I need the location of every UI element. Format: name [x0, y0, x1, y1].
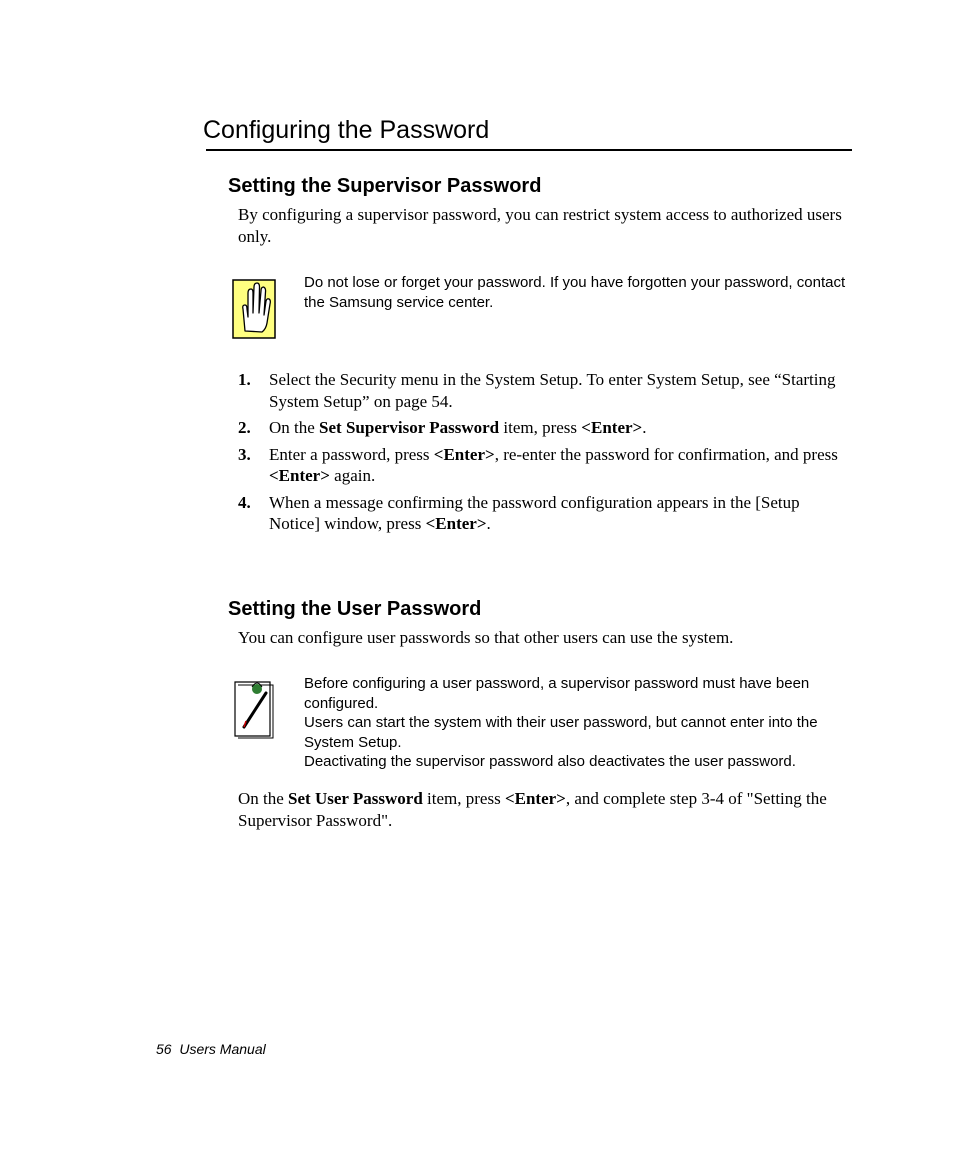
page-number: 56 — [156, 1041, 172, 1057]
step-number: 1. — [238, 370, 251, 389]
final-text-bold: <Enter> — [504, 789, 566, 808]
step-text-run: When a message confirming the password configuration appears in the [Setup Notice] window, press — [269, 492, 800, 533]
step-item — [238, 417, 852, 439]
caution-text: Do not lose or forget your password. If you have forgotten your password, contact the Samsung service center. — [304, 274, 846, 311]
step-text-bold: <Enter> — [425, 514, 487, 533]
final-text-bold: Set User Password — [288, 789, 423, 808]
step-item — [238, 369, 852, 412]
supervisor-intro: By configuring a supervisor password, you can restrict system access to authorized users only. — [238, 205, 842, 246]
user-final-instruction — [238, 788, 858, 831]
step-text — [269, 370, 836, 411]
user-notes — [304, 674, 856, 772]
final-text-run: , and complete step 3-4 of "Setting the Supervisor Password". — [238, 789, 827, 830]
step-number: 2. — [238, 418, 251, 437]
step-text-run: . — [642, 418, 647, 437]
step-text-run: . — [486, 514, 491, 533]
section-heading-user: Setting the User Password — [228, 598, 482, 620]
step-text-run: Enter a password, press — [269, 444, 434, 464]
page-footer — [156, 1040, 266, 1058]
hand-stop-icon — [232, 279, 276, 339]
step-text-bold: <Enter> — [581, 418, 643, 437]
step-text-bold: <Enter> — [433, 444, 495, 464]
section-heading-supervisor: Setting the Supervisor Password — [228, 175, 542, 197]
step-number: 4. — [238, 492, 251, 512]
final-text-run: item, press — [422, 789, 505, 808]
step-text-run: again. — [329, 466, 376, 485]
step-text — [269, 418, 646, 437]
step-text-run: item, press — [499, 418, 582, 437]
note-line: Users can start the system with their user password, but cannot enter into the System Setup. — [304, 714, 818, 751]
note-line: Deactivating the supervisor password also deactivates the user password. — [304, 753, 796, 770]
step-text — [269, 493, 800, 534]
step-text-bold: Set Supervisor Password — [319, 418, 500, 437]
step-item — [238, 492, 852, 535]
final-text-run: On the — [238, 789, 289, 808]
page-title: Configuring the Password — [203, 116, 490, 144]
supervisor-steps — [238, 369, 852, 540]
step-text-run: , re-enter the password for confirmation, and press — [494, 444, 838, 464]
step-text-run: Select the Security menu in the System Setup. To enter System Setup, see “Starting System Setup” on page 54. — [269, 370, 836, 411]
user-intro: You can configure user passwords so that other users can use the system. — [238, 628, 734, 647]
step-item — [238, 444, 852, 487]
step-number: 3. — [238, 444, 251, 464]
title-rule — [206, 149, 852, 151]
step-text-run: On the — [269, 418, 320, 437]
manual-label: Users Manual — [179, 1041, 266, 1057]
note-line: Before configuring a user password, a supervisor password must have been configured. — [304, 675, 810, 712]
step-text-bold: <Enter> — [269, 466, 330, 485]
note-pen-icon — [232, 679, 276, 739]
step-text — [269, 445, 838, 486]
